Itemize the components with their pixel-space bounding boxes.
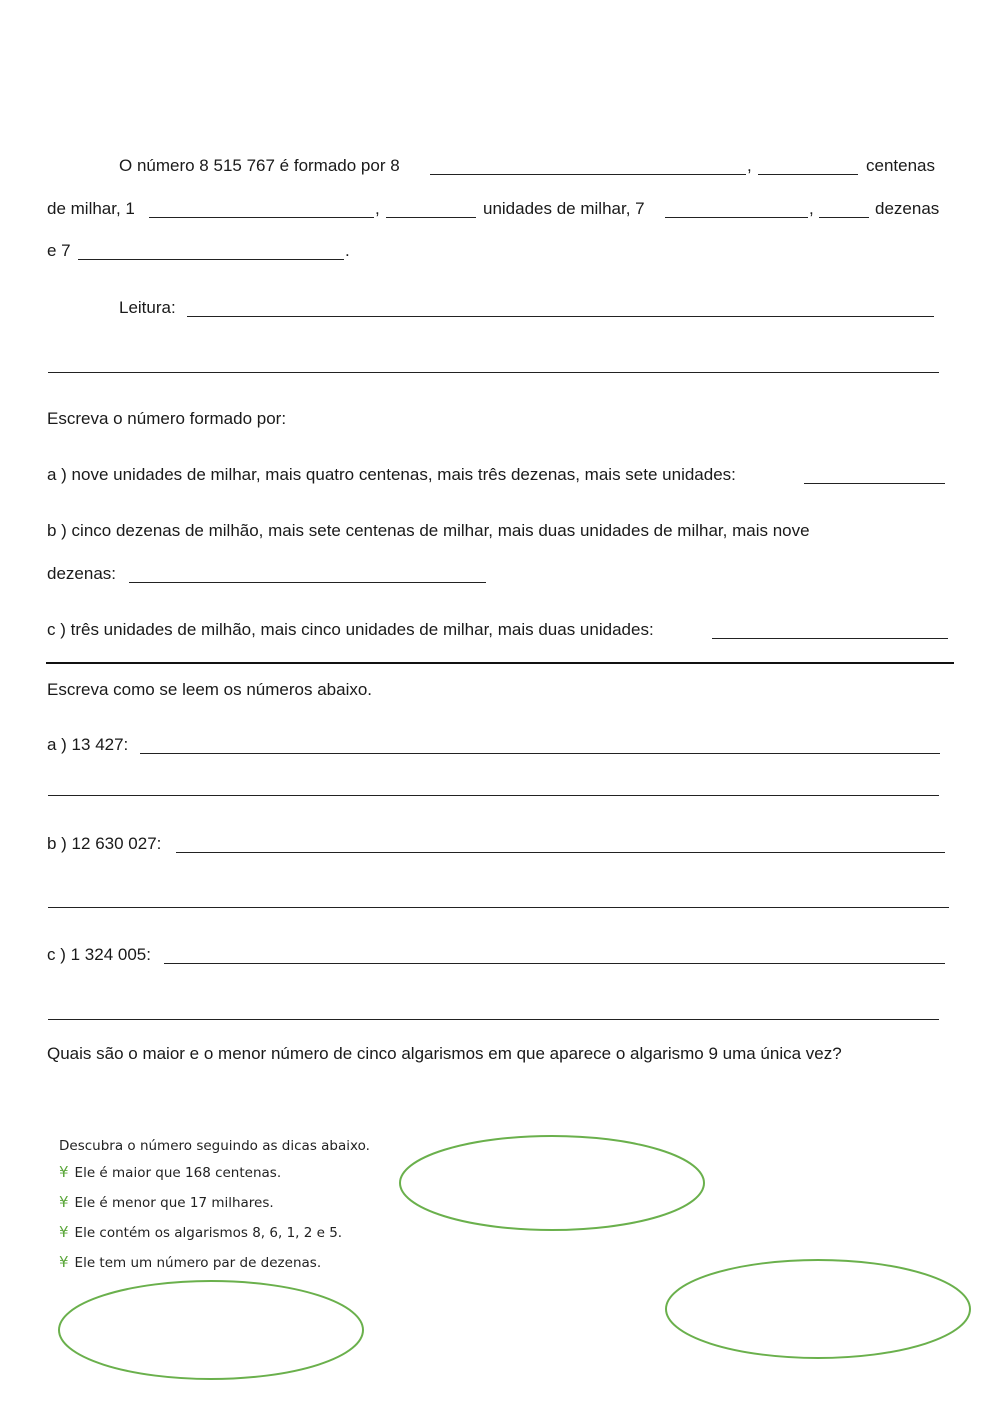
- ex1-comma-3: ,: [809, 199, 814, 218]
- ex1-dezenas: dezenas: [875, 199, 940, 218]
- ex5-tip-text: Ele é maior que 168 centenas.: [74, 1165, 282, 1181]
- ex2-title: Escreva o número formado por:: [47, 409, 287, 428]
- ex4-question: Quais são o maior e o menor número de cinco algarismos em que aparece o algarismo 9 uma única vez?: [47, 1044, 842, 1063]
- ex2-item-c: c ) três unidades de milhão, mais cinco unidades de milhar, mais duas unidades:: [47, 620, 654, 639]
- answer-ellipse-2[interactable]: [59, 1281, 363, 1379]
- ex5-tip-text: Ele contém os algarismos 8, 6, 1, 2 e 5.: [74, 1225, 343, 1241]
- answer-ellipse-1[interactable]: [400, 1136, 704, 1230]
- ex1-comma-1: ,: [747, 156, 752, 175]
- ex1-line3-start: e 7: [47, 241, 71, 260]
- ex2-item-b-line2: dezenas:: [47, 564, 116, 583]
- ex3-item-a: a ) 13 427:: [47, 735, 129, 754]
- yen-bullet-icon: ¥: [59, 1223, 69, 1241]
- ex5-title: Descubra o número seguindo as dicas abaixo.: [59, 1138, 370, 1154]
- ex1-intro: O número 8 515 767 é formado por 8: [119, 156, 400, 175]
- ex2-item-a: a ) nove unidades de milhar, mais quatro centenas, mais três dezenas, mais sete unidades:: [47, 465, 736, 484]
- ex1-period: .: [345, 241, 350, 260]
- ex3-title: Escreva como se leem os números abaixo.: [47, 680, 373, 699]
- ex1-unidades-milhar: unidades de milhar, 7: [483, 199, 645, 218]
- yen-bullet-icon: ¥: [59, 1193, 69, 1211]
- ex3-item-b: b ) 12 630 027:: [47, 834, 162, 853]
- answer-ellipse-3[interactable]: [666, 1260, 970, 1358]
- ex3-item-c: c ) 1 324 005:: [47, 945, 151, 964]
- yen-bullet-icon: ¥: [59, 1253, 69, 1271]
- ex2-item-b-line1: b ) cinco dezenas de milhão, mais sete centenas de milhar, mais duas unidades de milhar, mais nove: [47, 521, 810, 540]
- ex5-tip-text: Ele é menor que 17 milhares.: [74, 1195, 274, 1211]
- ex5-tip-text: Ele tem um número par de dezenas.: [74, 1255, 322, 1271]
- ex1-centenas: centenas: [866, 156, 935, 175]
- ex1-leitura-label: Leitura:: [119, 298, 176, 317]
- ex1-line2-start: de milhar, 1: [47, 199, 135, 218]
- ex1-comma-2: ,: [375, 199, 380, 218]
- yen-bullet-icon: ¥: [59, 1163, 69, 1181]
